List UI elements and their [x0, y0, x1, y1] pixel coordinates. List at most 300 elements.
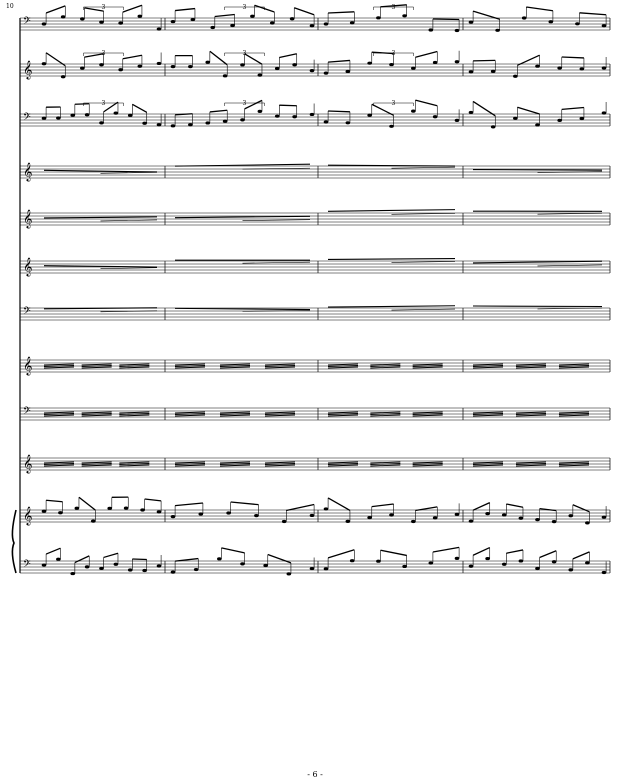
sustain-line [473, 261, 602, 263]
tremolo-stroke [82, 465, 112, 466]
note-head [56, 116, 61, 119]
note-head [223, 120, 228, 123]
tremolo-stroke [516, 412, 546, 413]
note-head [42, 62, 47, 65]
note-head [114, 112, 119, 115]
beam [517, 107, 539, 114]
note-head [557, 119, 562, 122]
beam [104, 553, 118, 557]
note-head [157, 564, 162, 567]
note-head [549, 20, 554, 23]
note-head [275, 67, 280, 70]
note-head [376, 560, 381, 563]
note-head [585, 561, 590, 564]
note-head [80, 67, 85, 70]
note-head [350, 559, 355, 562]
tuplet-label: 3 [101, 100, 106, 107]
tremolo-stroke [516, 415, 546, 416]
beam [215, 15, 235, 17]
beam [279, 105, 296, 106]
tremolo-stroke [413, 462, 443, 463]
note-head [263, 564, 268, 567]
tremolo-stroke [328, 462, 358, 463]
note-head [240, 63, 245, 66]
note-head [191, 18, 196, 21]
note-head [61, 15, 66, 18]
note-head [258, 110, 263, 113]
tremolo-stroke [220, 464, 250, 465]
note-head [99, 20, 104, 23]
tremolo-stroke [220, 415, 250, 416]
treble-clef: 𝄞 [23, 257, 33, 276]
tremolo-stroke [473, 366, 503, 367]
tremolo-stroke [413, 414, 443, 415]
note-head [70, 114, 75, 117]
tremolo-stroke [265, 414, 295, 415]
tremolo-stroke [82, 412, 112, 413]
tremolo-stroke [370, 366, 400, 367]
note-head [258, 74, 263, 77]
note-head [157, 62, 162, 65]
note-head [107, 507, 112, 510]
note-head [522, 16, 527, 19]
beam [328, 12, 354, 13]
tuplet-label: 3 [242, 4, 247, 11]
note-head [118, 22, 123, 25]
tremolo-stroke [413, 412, 443, 413]
tremolo-stroke [175, 465, 205, 466]
note-head [91, 519, 96, 522]
tremolo-stroke [82, 414, 112, 415]
note-head [85, 113, 90, 116]
note-head [602, 516, 607, 519]
beam [46, 500, 62, 501]
beam [279, 54, 296, 58]
tremolo-stroke [119, 414, 149, 415]
note-head [469, 520, 474, 523]
tremolo-stroke [119, 367, 149, 368]
beam [573, 552, 590, 559]
tremolo-stroke [559, 464, 589, 465]
note-head [140, 508, 145, 511]
note-head [42, 510, 47, 513]
tremolo-stroke [516, 364, 546, 365]
tremolo-stroke [370, 414, 400, 415]
note-head [580, 67, 585, 70]
tremolo-stroke [119, 464, 149, 465]
beam [328, 60, 350, 62]
sustain-line [44, 170, 157, 172]
note-head [114, 563, 119, 566]
tremolo-stroke [516, 462, 546, 463]
tremolo-stroke [413, 465, 443, 466]
note-head [118, 68, 123, 71]
tuplet-label: 3 [391, 100, 396, 107]
note-head [56, 558, 61, 561]
note-head [282, 520, 287, 523]
tremolo-stroke [370, 464, 400, 465]
note-head [602, 24, 607, 27]
note-head [188, 65, 193, 68]
tremolo-stroke [44, 367, 74, 368]
note-head [275, 115, 280, 118]
tremolo-stroke [44, 462, 74, 463]
beam [210, 110, 227, 112]
tremolo-stroke [328, 415, 358, 416]
tremolo-stroke [370, 364, 400, 365]
tremolo-stroke [328, 465, 358, 466]
note-head [171, 65, 176, 68]
note-head [602, 111, 607, 114]
tremolo-stroke [473, 414, 503, 415]
sustain-line [328, 259, 455, 260]
tuplet-label: 3 [242, 100, 247, 107]
note-head [552, 520, 557, 523]
note-head [376, 16, 381, 19]
beam [433, 547, 459, 552]
tremolo-stroke [82, 464, 112, 465]
note-head [491, 70, 496, 73]
treble-clef: 𝄞 [23, 209, 33, 228]
note-head [171, 20, 176, 23]
note-head [535, 518, 540, 521]
note-head [350, 21, 355, 24]
note-head [519, 559, 524, 562]
tremolo-stroke [119, 366, 149, 367]
sustain-line [175, 308, 310, 309]
tremolo-stroke [44, 414, 74, 415]
tremolo-stroke [413, 364, 443, 365]
bass-clef: 𝄢 [23, 305, 31, 319]
beam [506, 504, 523, 507]
note-head [455, 29, 460, 32]
note-head [99, 121, 104, 124]
tremolo-stroke [473, 464, 503, 465]
tremolo-stroke [413, 415, 443, 416]
beam [526, 7, 553, 11]
tremolo-stroke [220, 414, 250, 415]
note-head [389, 125, 394, 128]
treble-clef: 𝄞 [23, 356, 33, 375]
note-head [535, 567, 540, 570]
tremolo-stroke [175, 367, 205, 368]
note-head [310, 69, 315, 72]
note-head [80, 17, 85, 20]
note-head [124, 506, 129, 509]
note-head [324, 72, 329, 75]
note-head [367, 516, 372, 519]
note-head [367, 114, 372, 117]
note-head [324, 22, 329, 25]
tremolo-stroke [516, 367, 546, 368]
beam [268, 554, 291, 562]
beam [473, 503, 490, 511]
piano-brace [12, 510, 16, 573]
beam [372, 104, 394, 115]
note-head [292, 63, 297, 66]
tremolo-stroke [220, 367, 250, 368]
sustain-line [392, 213, 456, 214]
tremolo-stroke [119, 465, 149, 466]
tremolo-stroke [559, 364, 589, 365]
tremolo-stroke [44, 464, 74, 465]
note-head [292, 115, 297, 118]
tremolo-stroke [516, 414, 546, 415]
beam [79, 497, 95, 510]
note-head [557, 66, 562, 69]
tremolo-stroke [82, 415, 112, 416]
note-head [433, 61, 438, 64]
tremolo-stroke [559, 465, 589, 466]
note-head [42, 563, 47, 566]
tuplet-label: 3 [391, 50, 396, 57]
note-head [171, 571, 176, 574]
tremolo-stroke [370, 367, 400, 368]
beam [580, 13, 607, 15]
beam [473, 60, 495, 61]
sustain-line [328, 306, 455, 307]
note-head [75, 507, 80, 510]
tremolo-stroke [328, 414, 358, 415]
note-head [469, 70, 474, 73]
note-head [519, 517, 524, 520]
beam [473, 548, 490, 556]
tremolo-stroke [119, 415, 149, 416]
tremolo-stroke [220, 462, 250, 463]
sustain-line [243, 220, 311, 221]
note-head [429, 561, 434, 564]
bass-clef: 𝄢 [23, 15, 31, 29]
beam [328, 550, 354, 558]
note-head [402, 14, 407, 17]
beam [175, 559, 198, 562]
sustain-line [473, 170, 602, 171]
beam [231, 502, 259, 505]
tremolo-stroke [220, 412, 250, 413]
note-head [85, 565, 90, 568]
note-head [223, 74, 228, 77]
tremolo-stroke [175, 414, 205, 415]
note-head [575, 22, 580, 25]
beam [175, 503, 203, 506]
beam [123, 55, 142, 58]
tremolo-stroke [175, 366, 205, 367]
beam [328, 498, 350, 510]
note-head [535, 65, 540, 68]
treble-clef: 𝄞 [23, 60, 33, 79]
tremolo-stroke [265, 465, 295, 466]
sustain-line [392, 261, 456, 262]
tremolo-stroke [82, 367, 112, 368]
note-head [455, 60, 460, 63]
note-head [217, 557, 222, 560]
tremolo-stroke [265, 464, 295, 465]
note-head [70, 572, 75, 575]
note-head [310, 567, 315, 570]
note-head [171, 515, 176, 518]
treble-clef: 𝄞 [23, 162, 33, 181]
tremolo-stroke [265, 366, 295, 367]
sustain-line [175, 216, 310, 217]
tremolo-stroke [516, 464, 546, 465]
note-head [205, 121, 210, 124]
tuplet-label: 3 [101, 50, 106, 57]
sustain-line [328, 210, 455, 212]
treble-clef: 𝄞 [23, 506, 33, 525]
note-head [429, 28, 434, 31]
note-head [42, 117, 47, 120]
note-head [210, 26, 215, 29]
tremolo-stroke [473, 364, 503, 365]
note-head [433, 516, 438, 519]
note-head [568, 568, 573, 571]
beam [540, 509, 557, 511]
tremolo-stroke [44, 465, 74, 466]
note-head [502, 513, 507, 516]
tremolo-stroke [265, 412, 295, 413]
note-head [580, 117, 585, 120]
tremolo-stroke [473, 462, 503, 463]
tremolo-stroke [328, 464, 358, 465]
note-head [142, 122, 147, 125]
beam [145, 499, 161, 501]
note-head [171, 124, 176, 127]
note-head [455, 557, 460, 560]
tremolo-stroke [44, 364, 74, 365]
tuplet-label: 3 [242, 50, 247, 57]
tremolo-stroke [473, 465, 503, 466]
note-head [402, 565, 407, 568]
note-head [324, 120, 329, 123]
beam [381, 550, 407, 555]
note-head [411, 520, 416, 523]
tremolo-stroke [175, 364, 205, 365]
note-head [513, 117, 518, 120]
sustain-line [243, 262, 311, 263]
note-head [99, 567, 104, 570]
tremolo-stroke [328, 366, 358, 367]
sustain-line [538, 265, 603, 266]
note-head [226, 511, 231, 514]
note-head [485, 512, 490, 515]
beam [415, 51, 437, 57]
tremolo-stroke [265, 367, 295, 368]
sustain-line [101, 220, 158, 221]
note-head [389, 513, 394, 516]
tremolo-stroke [370, 462, 400, 463]
beam [46, 548, 60, 554]
tremolo-stroke [328, 364, 358, 365]
note-head [240, 118, 245, 121]
tremolo-stroke [559, 415, 589, 416]
note-head [138, 15, 143, 18]
note-head [346, 520, 351, 523]
note-head [157, 510, 162, 513]
note-head [602, 66, 607, 69]
note-head [485, 557, 490, 560]
tremolo-stroke [119, 462, 149, 463]
treble-clef: 𝄞 [23, 454, 33, 473]
note-head [128, 568, 133, 571]
tremolo-stroke [265, 462, 295, 463]
tremolo-stroke [413, 366, 443, 367]
beam [75, 556, 89, 563]
beam [132, 559, 146, 560]
tremolo-stroke [220, 364, 250, 365]
note-head [230, 24, 235, 27]
note-head [346, 70, 351, 73]
tremolo-stroke [473, 367, 503, 368]
note-head [128, 114, 133, 117]
note-head [310, 24, 315, 27]
bass-clef: 𝄢 [23, 558, 31, 572]
tremolo-stroke [413, 464, 443, 465]
note-head [513, 75, 518, 78]
note-head [568, 514, 573, 517]
tremolo-stroke [44, 415, 74, 416]
note-head [194, 568, 199, 571]
tremolo-stroke [328, 367, 358, 368]
note-head [469, 111, 474, 114]
beam [415, 100, 437, 106]
tremolo-stroke [220, 366, 250, 367]
note-head [324, 567, 329, 570]
beam [540, 551, 557, 558]
beam [562, 57, 584, 58]
tremolo-stroke [559, 414, 589, 415]
tremolo-stroke [44, 366, 74, 367]
note-head [240, 562, 245, 565]
beam [372, 504, 394, 507]
tremolo-stroke [265, 364, 295, 365]
note-head [157, 27, 162, 30]
tremolo-stroke [559, 366, 589, 367]
note-head [270, 21, 275, 24]
note-head [310, 514, 315, 517]
beam [242, 100, 262, 108]
tuplet-label: 3 [101, 4, 106, 11]
beam [101, 100, 118, 112]
beam [506, 550, 523, 553]
bass-clef: 𝄢 [23, 405, 31, 419]
note-head [250, 15, 255, 18]
note-head [157, 123, 162, 126]
note-head [142, 569, 147, 572]
tuplet-label: 3 [391, 4, 396, 11]
note-head [42, 22, 47, 25]
tremolo-stroke [413, 367, 443, 368]
tremolo-stroke [328, 412, 358, 413]
note-head [324, 507, 329, 510]
tremolo-stroke [175, 412, 205, 413]
measure-number: 10 [6, 3, 14, 10]
tremolo-stroke [220, 465, 250, 466]
tremolo-stroke [370, 465, 400, 466]
beam [221, 548, 244, 553]
note-head [433, 115, 438, 118]
note-head [455, 119, 460, 122]
note-head [491, 125, 496, 128]
sustain-line [101, 268, 158, 269]
beam [132, 104, 146, 112]
beam [473, 101, 495, 115]
tremolo-stroke [516, 465, 546, 466]
note-head [602, 571, 607, 574]
sustain-line [392, 309, 456, 310]
note-head [502, 563, 507, 566]
note-head [188, 123, 193, 126]
note-head [585, 521, 590, 524]
